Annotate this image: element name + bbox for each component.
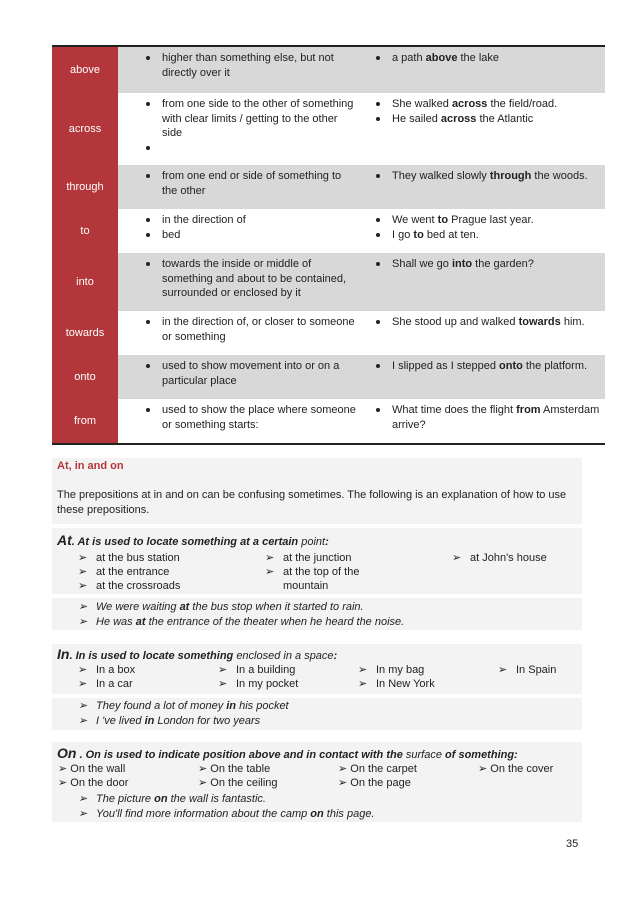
on-example: ➢ The picture on the wall is fantastic.	[78, 793, 266, 805]
arrow-bullet-icon: ➢	[198, 763, 211, 775]
arrow-bullet-icon: ➢	[218, 664, 228, 676]
bullet-icon	[376, 364, 380, 368]
bullet-icon	[376, 320, 380, 324]
example-item: What time does the flight from Amsterdam arrive?	[392, 403, 601, 432]
definition-cell	[118, 355, 364, 399]
on-example: ➢ You'll find more information about the camp on this page.	[78, 808, 375, 820]
arrow-bullet-icon: ➢	[78, 700, 88, 712]
on-item: ➢ On the wall	[58, 763, 126, 775]
bullet-icon	[376, 174, 380, 178]
bullet-icon	[376, 56, 380, 60]
arrow-bullet-icon: ➢	[78, 664, 88, 676]
table-row	[52, 47, 605, 93]
on-item: ➢ On the page	[338, 777, 411, 789]
arrow-bullet-icon: ➢	[358, 664, 368, 676]
definition-item: bed	[162, 228, 356, 243]
example-cell	[364, 93, 605, 165]
bullet-icon	[146, 56, 150, 60]
bullet-icon	[146, 174, 150, 178]
on-word: On	[57, 745, 77, 761]
preposition-word: from	[52, 399, 118, 443]
bullet-icon	[376, 233, 380, 237]
section-intro: The prepositions at in and on can be confusing sometimes. The following is an explanation of how to use these prepositions.	[57, 489, 567, 516]
example-cell	[364, 165, 605, 209]
arrow-bullet-icon: ➢	[338, 777, 351, 789]
arrow-bullet-icon: ➢	[78, 580, 88, 592]
bullet-icon	[376, 262, 380, 266]
arrow-bullet-icon: ➢	[265, 566, 275, 578]
bullet-icon	[146, 233, 150, 237]
table-row	[52, 93, 605, 165]
bullet-icon	[146, 408, 150, 412]
arrow-bullet-icon: ➢	[78, 793, 88, 805]
example-cell	[364, 311, 605, 355]
bullet-icon	[376, 218, 380, 222]
example-item: I slipped as I stepped onto the platform.	[392, 359, 601, 374]
example-item: She stood up and walked towards him.	[392, 315, 601, 330]
at-item: ➢ at the top of the	[265, 566, 360, 578]
preposition-word: onto	[52, 355, 118, 399]
preposition-word: through	[52, 165, 118, 209]
at-item: mountain	[283, 580, 329, 592]
at-item: ➢ at the bus station	[78, 552, 180, 564]
arrow-bullet-icon: ➢	[338, 763, 351, 775]
arrow-bullet-icon: ➢	[265, 552, 275, 564]
in-item: ➢ In my bag	[358, 664, 425, 676]
preposition-table	[52, 45, 605, 445]
at-item: ➢ at the crossroads	[78, 580, 181, 592]
in-item: ➢ In New York	[358, 678, 435, 690]
on-item: ➢ On the ceiling	[198, 777, 278, 789]
arrow-bullet-icon: ➢	[452, 552, 462, 564]
at-definition: At. At is used to locate something at a certain point:	[57, 532, 329, 548]
table-row	[52, 311, 605, 355]
example-item: She walked across the field/road.	[392, 97, 601, 112]
example-item: I go to bed at ten.	[392, 228, 601, 243]
bullet-icon	[146, 102, 150, 106]
at-item: ➢ at the junction	[265, 552, 352, 564]
bullet-icon	[376, 117, 380, 121]
example-item: Shall we go into the garden?	[392, 257, 601, 272]
table-row	[52, 399, 605, 443]
preposition-word: towards	[52, 311, 118, 355]
at-item: ➢ at John's house	[452, 552, 547, 564]
in-item: ➢ In my pocket	[218, 678, 299, 690]
on-item: ➢ On the cover	[478, 763, 554, 775]
definition-cell	[118, 93, 364, 165]
arrow-bullet-icon: ➢	[78, 601, 88, 613]
arrow-bullet-icon: ➢	[218, 678, 228, 690]
preposition-word: across	[52, 93, 118, 165]
table-row	[52, 165, 605, 209]
in-item: ➢ In a box	[78, 664, 136, 676]
arrow-bullet-icon: ➢	[78, 552, 88, 564]
table-row	[52, 209, 605, 253]
empty-definition-item	[162, 141, 356, 156]
example-item: a path above the lake	[392, 51, 601, 66]
definition-cell	[118, 209, 364, 253]
definition-item: used to show movement into or on a particular place	[162, 359, 356, 388]
arrow-bullet-icon: ➢	[58, 763, 71, 775]
bullet-icon	[146, 320, 150, 324]
at-word: At	[57, 532, 72, 548]
section-heading: At, in and on	[57, 460, 124, 472]
bullet-icon	[376, 102, 380, 106]
in-definition: In. In is used to locate something enclosed in a space:	[57, 646, 338, 662]
arrow-bullet-icon: ➢	[478, 763, 491, 775]
arrow-bullet-icon: ➢	[498, 664, 508, 676]
example-cell	[364, 209, 605, 253]
bullet-icon	[376, 408, 380, 412]
at-example: ➢ We were waiting at the bus stop when it started to rain.	[78, 601, 364, 613]
page-number: 35	[566, 838, 579, 850]
definition-cell	[118, 253, 364, 311]
arrow-bullet-icon: ➢	[78, 678, 88, 690]
arrow-bullet-icon: ➢	[198, 777, 211, 789]
in-example: ➢ I 've lived in London for two years	[78, 715, 261, 727]
arrow-bullet-icon: ➢	[58, 777, 71, 789]
definition-item: in the direction of, or closer to someone or something	[162, 315, 356, 344]
bullet-icon	[146, 262, 150, 266]
in-example: ➢ They found a lot of money in his pocket	[78, 700, 289, 712]
in-item: ➢ In Spain	[498, 664, 557, 676]
bullet-icon	[146, 364, 150, 368]
example-cell	[364, 355, 605, 399]
definition-cell	[118, 311, 364, 355]
example-cell	[364, 399, 605, 443]
bullet-icon	[146, 218, 150, 222]
arrow-bullet-icon: ➢	[78, 808, 88, 820]
on-item: ➢ On the carpet	[338, 763, 417, 775]
table-row	[52, 253, 605, 311]
preposition-word: above	[52, 47, 118, 93]
example-item: They walked slowly through the woods.	[392, 169, 601, 184]
definition-cell	[118, 47, 364, 93]
example-item: He sailed across the Atlantic	[392, 112, 601, 127]
on-definition: On . On is used to indicate position above and in contact with the surface of something:	[57, 745, 518, 761]
bullet-icon	[146, 146, 150, 150]
definition-item: from one end or side of something to the other	[162, 169, 356, 198]
table-row	[52, 355, 605, 399]
example-cell	[364, 253, 605, 311]
preposition-word: into	[52, 253, 118, 311]
definition-item: from one side to the other of something with clear limits / getting to the other side	[162, 97, 356, 141]
at-item: ➢ at the entrance	[78, 566, 170, 578]
arrow-bullet-icon: ➢	[78, 715, 88, 727]
in-item: ➢ In a building	[218, 664, 296, 676]
preposition-word: to	[52, 209, 118, 253]
definition-cell	[118, 399, 364, 443]
in-word: In	[57, 646, 70, 662]
definition-item: higher than something else, but not directly over it	[162, 51, 356, 80]
definition-item: used to show the place where someone or something starts:	[162, 403, 356, 432]
arrow-bullet-icon: ➢	[78, 616, 88, 628]
example-item: We went to Prague last year.	[392, 213, 601, 228]
in-item: ➢ In a car	[78, 678, 133, 690]
on-item: ➢ On the table	[198, 763, 271, 775]
on-item: ➢ On the door	[58, 777, 129, 789]
at-example: ➢ He was at the entrance of the theater when he heard the noise.	[78, 616, 405, 628]
definition-item: towards the inside or middle of something and about to be contained, surrounded or enclosed by it	[162, 257, 356, 301]
arrow-bullet-icon: ➢	[358, 678, 368, 690]
example-cell	[364, 47, 605, 93]
arrow-bullet-icon: ➢	[78, 566, 88, 578]
definition-cell	[118, 165, 364, 209]
definition-item: in the direction of	[162, 213, 356, 228]
